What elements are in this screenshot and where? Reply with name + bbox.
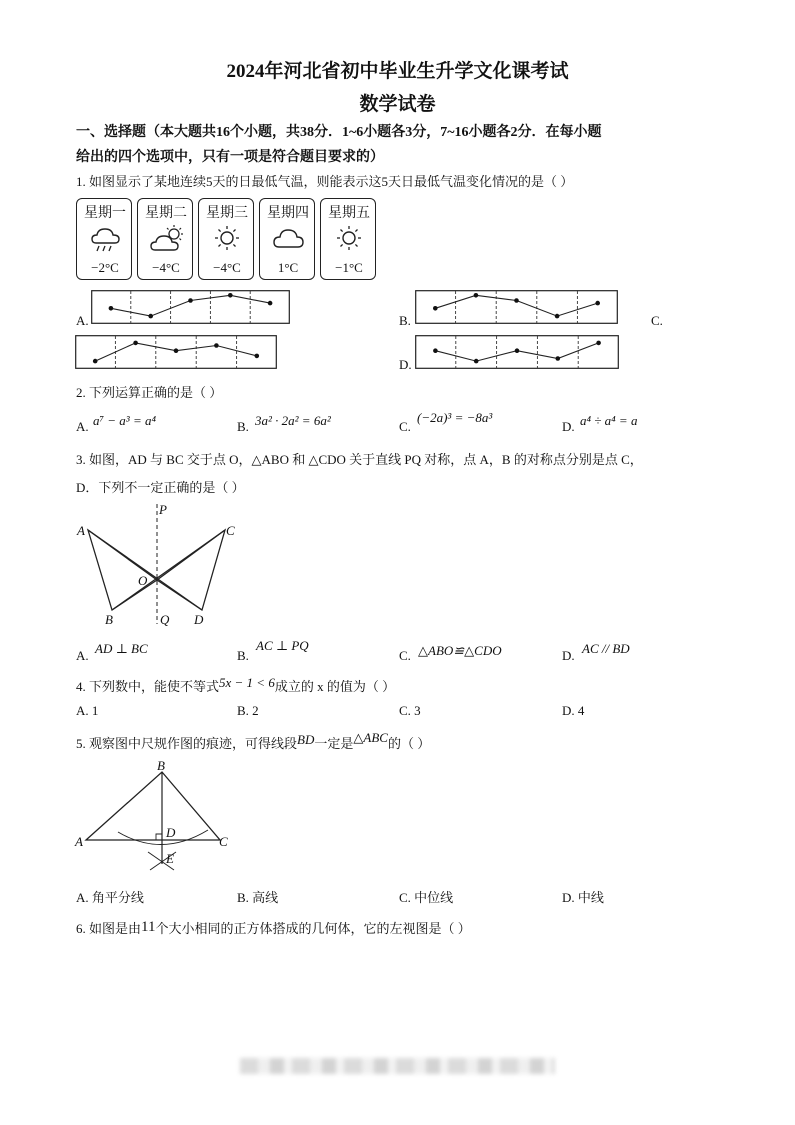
question-5-triangle: △ABC xyxy=(353,730,388,745)
question-4-suffix: 成立的 x 的值为（ ） xyxy=(274,679,396,694)
q5-option-b: B. 高线 xyxy=(237,890,279,905)
q3-option-c-expr: △ABO≌△CDO xyxy=(418,643,502,658)
fig3-label-a: A xyxy=(77,523,85,538)
q5-option-a: A. 角平分线 xyxy=(76,890,144,905)
chart-point xyxy=(515,348,520,353)
fig5-label-c: C xyxy=(219,834,228,849)
question-1-text: 1. 如图显示了某地连续5天的日最低气温，则能表示这5天日最低气温变化情况的是（ ） xyxy=(76,174,574,189)
rain-cloud-icon xyxy=(89,223,123,257)
q2-option-c-expr: (−2a)³ = −8a³ xyxy=(417,410,493,425)
chart-point xyxy=(228,293,233,298)
q2-option-c-label: C. xyxy=(399,419,411,434)
q2-option-d-label: D. xyxy=(562,419,575,434)
q3-option-b-expr: AC ⊥ PQ xyxy=(256,638,309,653)
sun-icon xyxy=(211,223,245,257)
chart-point xyxy=(433,306,438,311)
question-3-text-line1: 3. 如图，AD 与 BC 交于点 O，△ABO 和 △CDO 关于直线 PQ 对称，点 A，B 的对称点分别是点 C， xyxy=(76,452,643,467)
fig5-label-e: E xyxy=(166,851,174,866)
chart-point xyxy=(555,314,560,319)
chart-point xyxy=(133,341,138,346)
weather-card-temp: −1°C xyxy=(335,260,363,275)
question-6-prefix: 6. 如图是由 xyxy=(76,921,142,936)
option-a-label: A. xyxy=(76,313,89,328)
blurred-watermark xyxy=(240,1058,555,1074)
weather-card-day: 星期三 xyxy=(206,206,248,221)
page-subtitle: 数学试卷 xyxy=(359,94,436,115)
question-6-text xyxy=(76,918,471,938)
question-4-inequality: 5x − 1 < 6 xyxy=(219,675,275,690)
compass-construction-figure xyxy=(80,760,230,880)
weather-card-day: 星期一 xyxy=(84,206,126,221)
weather-card-wed xyxy=(198,198,254,280)
q4-option-c: C. 3 xyxy=(399,703,421,718)
option-d-line-chart xyxy=(415,335,619,369)
q3-option-d-label: D. xyxy=(562,648,575,663)
q2-option-b-label: B. xyxy=(237,419,249,434)
question-3-text-line2: D．下列不一定正确的是（ ） xyxy=(76,480,245,495)
question-5-suffix: 的（ ） xyxy=(387,736,431,751)
question-4-text xyxy=(76,676,395,695)
q3-option-d-expr: AC // BD xyxy=(582,641,630,656)
q4-option-d: D. 4 xyxy=(562,703,585,718)
question-6-suffix: 个大小相同的正方体搭成的几何体，它的左视图是（ ） xyxy=(155,921,471,936)
sun-cloud-icon xyxy=(150,223,186,257)
q2-option-a-expr: a⁷ − a³ = a⁴ xyxy=(93,413,156,428)
chart-point xyxy=(595,301,600,306)
fig5-label-d: D xyxy=(166,825,176,840)
chart-point xyxy=(188,298,193,303)
chart-point xyxy=(93,359,98,364)
page-title: 2024年河北省初中毕业生升学文化课考试 xyxy=(226,61,569,82)
q4-option-a: A. 1 xyxy=(76,703,99,718)
cloud-icon xyxy=(272,223,306,257)
q5-option-d: D. 中线 xyxy=(562,890,604,905)
chart-point xyxy=(433,348,438,353)
section-heading-line2: 给出的四个选项中，只有一项是符合题目要求的） xyxy=(76,150,384,165)
q5-option-c: C. 中位线 xyxy=(399,890,454,905)
weather-card-mon xyxy=(76,198,132,280)
weather-card-fri xyxy=(320,198,376,280)
fig3-label-q: Q xyxy=(160,612,170,627)
weather-card-tue xyxy=(137,198,193,280)
chart-frame xyxy=(92,291,290,324)
question-5-text xyxy=(76,730,431,752)
weather-card-day: 星期二 xyxy=(145,206,187,221)
question-2-text: 2. 下列运算正确的是（ ） xyxy=(76,385,223,400)
q3-option-a-label: A. xyxy=(76,648,89,663)
option-d-label: D. xyxy=(399,357,412,372)
fig5-label-b: B xyxy=(157,758,165,773)
chart-point xyxy=(109,306,114,311)
weather-card-temp: −4°C xyxy=(152,260,180,275)
weather-card-temp: −2°C xyxy=(91,260,119,275)
fig3-label-o: O xyxy=(138,573,148,588)
weather-card-thu xyxy=(259,198,315,280)
chart-point xyxy=(556,356,561,361)
question-6-number: 11 xyxy=(141,919,156,935)
fig5-label-a: A xyxy=(75,834,83,849)
weather-card-day: 星期四 xyxy=(267,206,309,221)
q4-option-b: B. 2 xyxy=(237,703,259,718)
weather-card-day: 星期五 xyxy=(328,206,370,221)
chart-point xyxy=(214,343,219,348)
fig3-label-c: C xyxy=(226,523,235,538)
chart-point xyxy=(255,354,260,359)
option-b-label: B. xyxy=(399,313,411,328)
chart-point xyxy=(474,359,479,364)
chart-point xyxy=(514,298,519,303)
chart-point xyxy=(148,314,153,319)
question-5-prefix: 5. 观察图中尺规作图的痕迹，可得线段 xyxy=(76,736,298,751)
q2-option-b-expr: 3a² · 2a² = 6a² xyxy=(255,413,331,428)
fig3-label-p: P xyxy=(159,502,167,517)
weather-card-temp: 1°C xyxy=(277,260,299,275)
weather-card-temp: −4°C xyxy=(213,260,241,275)
chart-point xyxy=(474,293,479,298)
chart-point xyxy=(268,301,273,306)
option-c-line-chart xyxy=(75,335,277,369)
option-a-line-chart xyxy=(91,290,290,324)
chart-point xyxy=(174,348,179,353)
q2-option-d-expr: a⁴ ÷ a⁴ = a xyxy=(580,413,638,428)
option-c-label: C. xyxy=(651,313,663,328)
option-b-line-chart xyxy=(415,290,618,324)
question-5-segment: BD xyxy=(297,732,315,747)
question-5-mid: 一定是 xyxy=(314,736,354,751)
sun-icon xyxy=(333,223,367,257)
q3-option-a-expr: AD ⊥ BC xyxy=(95,641,148,656)
q3-option-b-label: B. xyxy=(237,648,249,663)
chart-point xyxy=(596,341,601,346)
q2-option-a-label: A. xyxy=(76,419,89,434)
section-heading-line1: 一、选择题（本大题共16个小题，共38分．1~6小题各3分，7~16小题各2分．在每小题 xyxy=(76,125,602,140)
question-4-prefix: 4. 下列数中，能使不等式 xyxy=(76,679,220,694)
fig3-label-d: D xyxy=(194,612,204,627)
q3-option-c-label: C. xyxy=(399,648,411,663)
fig3-label-b: B xyxy=(105,612,113,627)
